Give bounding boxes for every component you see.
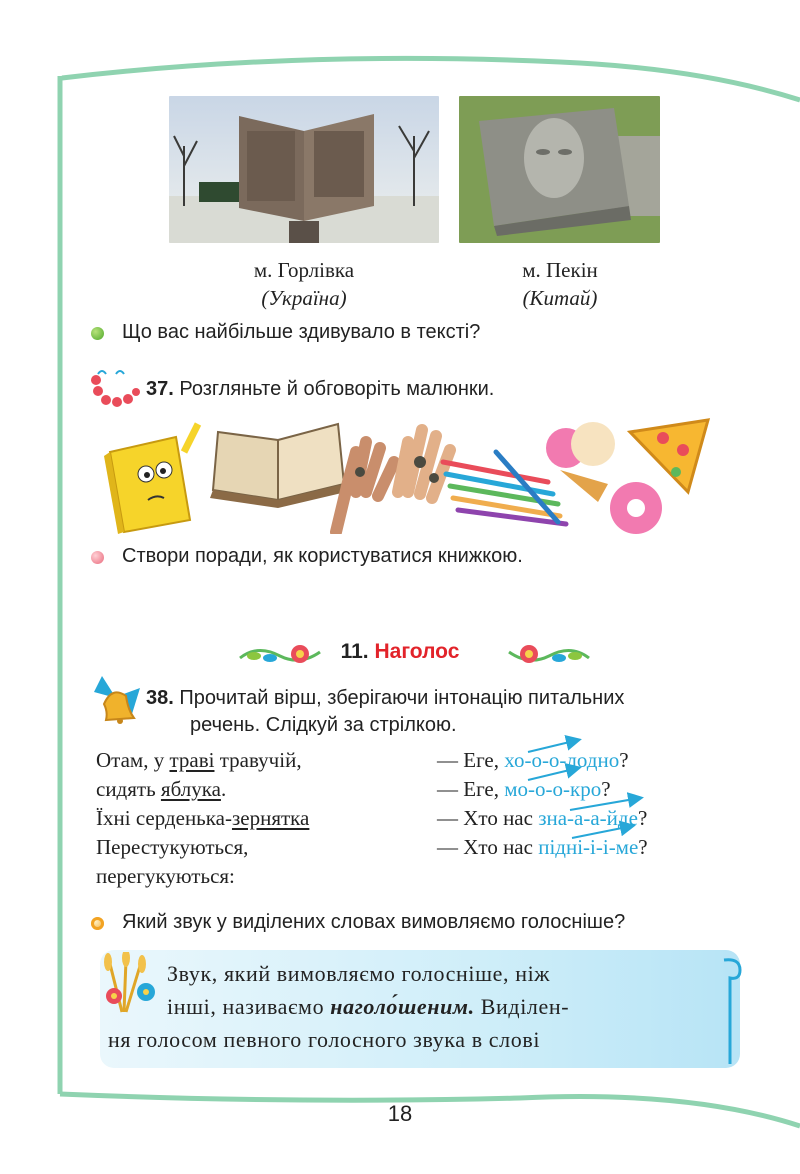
section-title [0, 640, 800, 664]
page-number: 18 [387, 1101, 413, 1126]
poem-line: — Еге, хо-о-о-лодно? [437, 748, 629, 772]
arrow-up-icon [570, 798, 640, 810]
rule-line-2: інші, називаємо наголо́шеним. Виділен- [167, 994, 570, 1019]
arrow-up-icon [572, 826, 632, 838]
rule-line-1: Звук, який вимовляємо голосніше, ніж [167, 961, 551, 986]
exercise-number: 38. [146, 687, 174, 709]
pink-bullet-icon [91, 551, 104, 564]
pencils-icon [443, 452, 566, 524]
question-text: Який звук у виділених словах вимовляємо голосніше? [122, 911, 626, 933]
poem-line: — Хто нас зна-а-а-йде? [437, 806, 648, 830]
question-text: Створи поради, як користуватися книжкою. [122, 545, 523, 567]
key-term: наголо́шеним. [330, 994, 475, 1019]
exercise-38 [146, 684, 624, 712]
section-number: 11. [340, 640, 369, 663]
caption-city: м. Горлівка [253, 258, 355, 282]
caption-country: (Китай) [522, 286, 598, 310]
caption-country: (Україна) [261, 286, 347, 310]
open-book-icon [210, 424, 346, 508]
poem-left [96, 746, 309, 891]
wheat-flowers-icon [92, 952, 162, 1014]
orange-bullet-icon [91, 917, 104, 930]
scroll-curl-icon [718, 956, 744, 1068]
caption-city: м. Пекін [522, 258, 598, 282]
photo-caption-horlivka [199, 256, 409, 312]
poem-line: Отам, у траві травучій, [96, 748, 302, 772]
exercise-38-line2: речень. Слідкуй за стрілкою. [190, 714, 457, 736]
horlivka-monument-photo [169, 96, 439, 243]
beads-icon [88, 366, 140, 408]
section-title-text: Наголос [374, 640, 460, 663]
exercise-text: Прочитай вірш, зберігаючи інтонацію питальних [179, 687, 625, 709]
pizza-icon [630, 420, 708, 492]
donut-icon [610, 482, 662, 534]
photo-caption-beijing [470, 256, 650, 312]
bell-icon [90, 674, 144, 724]
arrow-up-icon [528, 740, 578, 752]
poem-line: — Еге, мо-о-о-кро? [437, 777, 611, 801]
exercise-text: Розгляньте й обговоріть малюнки. [179, 378, 495, 400]
beijing-monument-photo [459, 96, 660, 243]
ice-cream-icon [546, 422, 615, 502]
poem-line: Перестукуються, [96, 835, 249, 859]
green-bullet-icon [91, 327, 104, 340]
arrow-up-icon [528, 768, 578, 780]
question-text: Що вас найбільше здивувало в тексті? [122, 321, 481, 343]
poem-line: сидять яблука. [96, 777, 227, 801]
angry-book-icon [104, 424, 198, 534]
ornament-right-icon [507, 638, 591, 670]
exercise-number: 37. [146, 378, 174, 400]
dirty-hands-icon [336, 430, 450, 532]
poem-line: перегукуються: [96, 864, 235, 888]
poem-line: — Хто нас підні-і-і-ме? [437, 835, 648, 859]
intonation-arrows [520, 734, 740, 854]
illustrations-row [98, 412, 720, 534]
exercise-37 [146, 378, 494, 401]
rule-line-3: ня голосом певного голосного звука в слові [108, 1027, 541, 1052]
poem-line: Їхні серденька-зернятка [96, 806, 310, 830]
